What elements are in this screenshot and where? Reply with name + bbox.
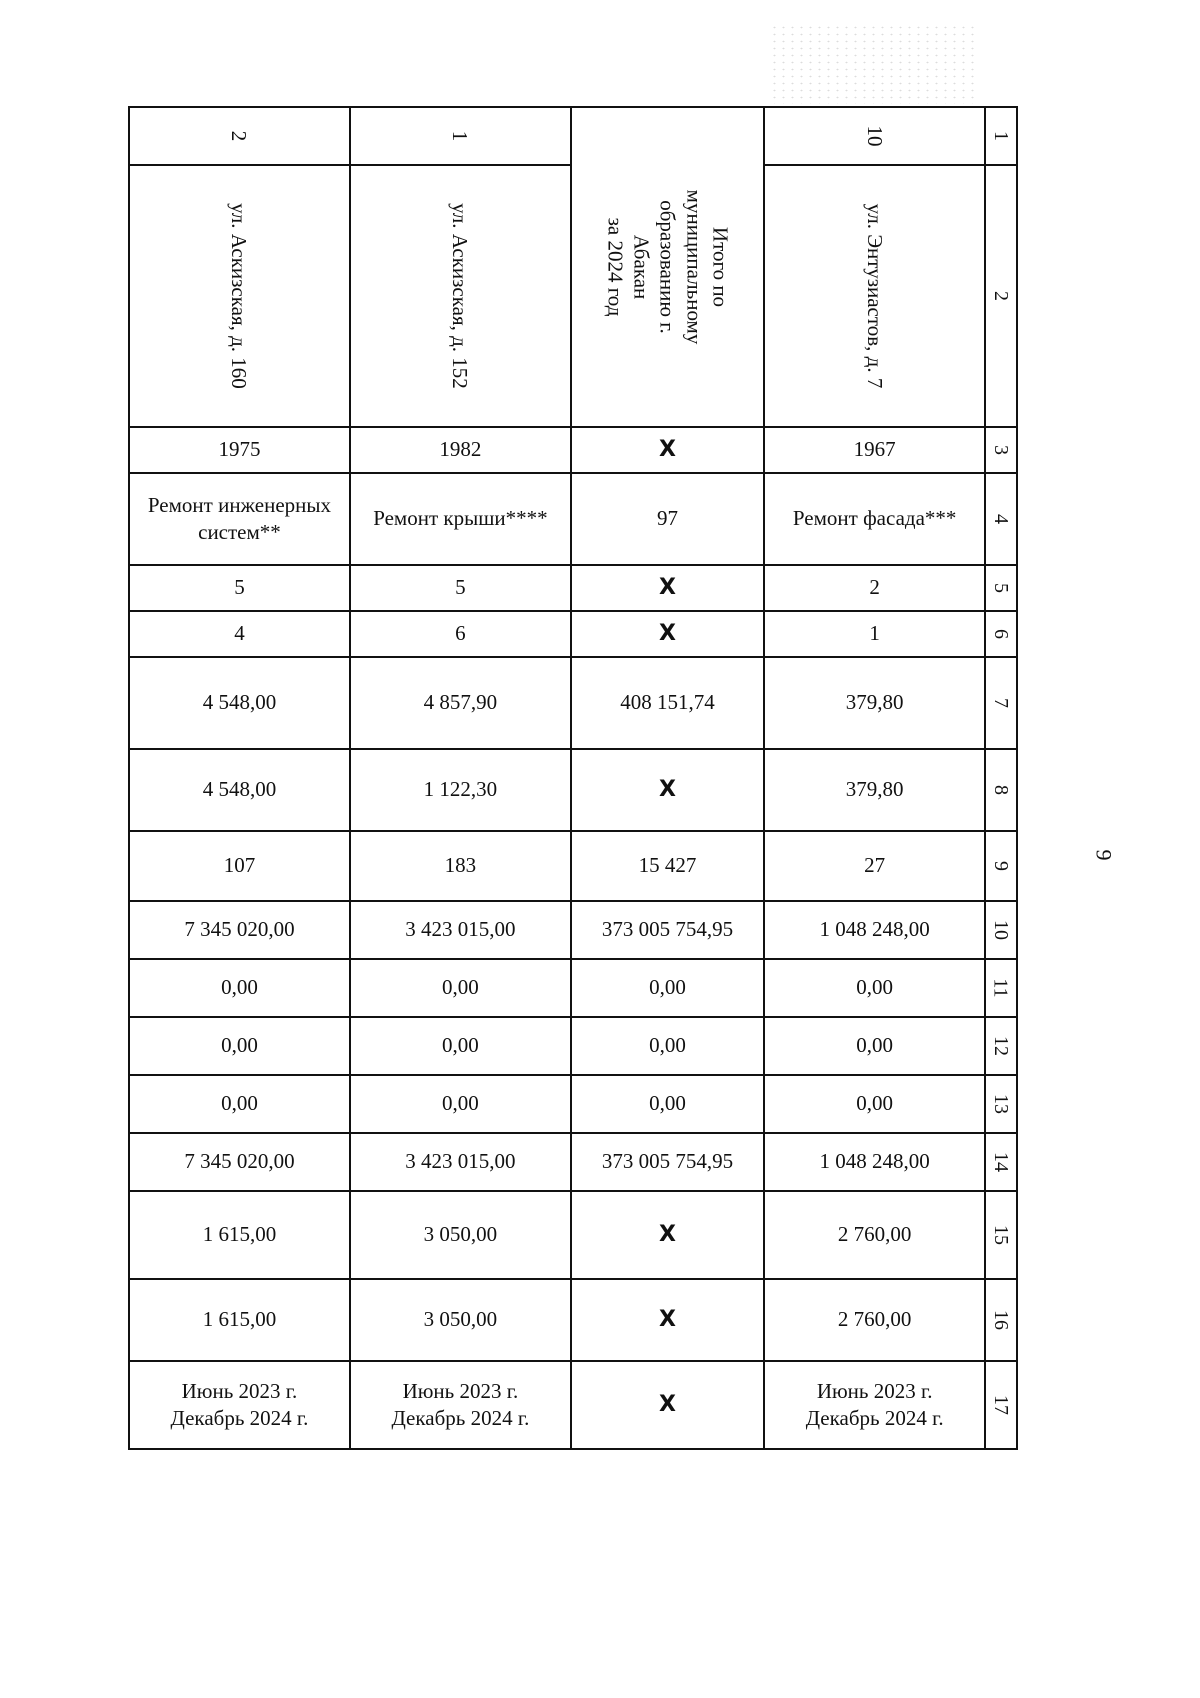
table-cell: 0,00 bbox=[764, 1075, 985, 1133]
table-cell: Июнь 2023 г. Декабрь 2024 г. bbox=[350, 1361, 571, 1449]
table-cell: Июнь 2023 г. Декабрь 2024 г. bbox=[764, 1361, 985, 1449]
cell-num: 1 bbox=[350, 107, 571, 165]
table-cell: 0,00 bbox=[350, 1075, 571, 1133]
table-cell: X bbox=[571, 1279, 764, 1361]
table-cell: 1 048 248,00 bbox=[764, 1133, 985, 1191]
table-cell: 1967 bbox=[764, 427, 985, 473]
header-number: 8 bbox=[985, 749, 1017, 831]
table-row bbox=[129, 657, 1017, 749]
table-cell: 4 548,00 bbox=[129, 749, 350, 831]
cell-num: 2 bbox=[129, 107, 350, 165]
cell-address: ул. Аскизская, д. 160 bbox=[129, 165, 350, 427]
page-number: 9 bbox=[1091, 849, 1117, 861]
table-cell: 7 345 020,00 bbox=[129, 901, 350, 959]
table-cell: 1 615,00 bbox=[129, 1191, 350, 1279]
table-cell: 379,80 bbox=[764, 749, 985, 831]
table-cell: 0,00 bbox=[129, 1075, 350, 1133]
table-cell: 5 bbox=[350, 565, 571, 611]
table-row bbox=[129, 1017, 1017, 1075]
table-cell: 1 615,00 bbox=[129, 1279, 350, 1361]
table-cell: 0,00 bbox=[129, 1017, 350, 1075]
table-cell: 0,00 bbox=[571, 959, 764, 1017]
table-cell: 408 151,74 bbox=[571, 657, 764, 749]
header-number: 5 bbox=[985, 565, 1017, 611]
table-cell: 2 760,00 bbox=[764, 1279, 985, 1361]
table-cell: 373 005 754,95 bbox=[571, 1133, 764, 1191]
table-cell: 1 048 248,00 bbox=[764, 901, 985, 959]
table-row bbox=[129, 1075, 1017, 1133]
table-row bbox=[129, 1133, 1017, 1191]
table-cell: 0,00 bbox=[571, 1017, 764, 1075]
table-cell: 7 345 020,00 bbox=[129, 1133, 350, 1191]
table-cell: 15 427 bbox=[571, 831, 764, 901]
table-cell: Ремонт крыши**** bbox=[350, 473, 571, 565]
table-cell: 0,00 bbox=[571, 1075, 764, 1133]
table-cell: 373 005 754,95 bbox=[571, 901, 764, 959]
table-cell: 107 bbox=[129, 831, 350, 901]
header-number: 15 bbox=[985, 1191, 1017, 1279]
header-number: 1 bbox=[985, 107, 1017, 165]
header-number: 6 bbox=[985, 611, 1017, 657]
table-row bbox=[129, 565, 1017, 611]
table-cell: Июнь 2023 г. Декабрь 2024 г. bbox=[129, 1361, 350, 1449]
table-cell: X bbox=[571, 427, 764, 473]
table-cell: 27 bbox=[764, 831, 985, 901]
table-cell: 0,00 bbox=[350, 1017, 571, 1075]
table-cell: 3 423 015,00 bbox=[350, 1133, 571, 1191]
table-cell: 0,00 bbox=[764, 959, 985, 1017]
table-cell: Ремонт инженерных систем** bbox=[129, 473, 350, 565]
table-row bbox=[129, 611, 1017, 657]
cell-num: 10 bbox=[764, 107, 985, 165]
header-number: 12 bbox=[985, 1017, 1017, 1075]
header-number: 3 bbox=[985, 427, 1017, 473]
table-cell: 183 bbox=[350, 831, 571, 901]
header-number: 2 bbox=[985, 165, 1017, 427]
table-cell: 4 548,00 bbox=[129, 657, 350, 749]
header-number: 4 bbox=[985, 473, 1017, 565]
table-cell: 6 bbox=[350, 611, 571, 657]
table-cell: 5 bbox=[129, 565, 350, 611]
header-number: 7 bbox=[985, 657, 1017, 749]
table-row bbox=[129, 749, 1017, 831]
capital-repair-table bbox=[128, 106, 1018, 1450]
header-number: 13 bbox=[985, 1075, 1017, 1133]
table-row bbox=[129, 959, 1017, 1017]
header-number: 10 bbox=[985, 901, 1017, 959]
cell-total-title: Итого по муниципальному образованию г. Абакан за 2024 год bbox=[571, 107, 764, 427]
table-row bbox=[129, 473, 1017, 565]
table-row bbox=[129, 1279, 1017, 1361]
table-cell: 2 760,00 bbox=[764, 1191, 985, 1279]
table-cell: 0,00 bbox=[764, 1017, 985, 1075]
table-cell: X bbox=[571, 611, 764, 657]
cell-address: ул. Аскизская, д. 152 bbox=[350, 165, 571, 427]
table-cell: X bbox=[571, 565, 764, 611]
table-row bbox=[129, 107, 1017, 165]
table-cell: 0,00 bbox=[129, 959, 350, 1017]
table-cell: 1982 bbox=[350, 427, 571, 473]
table-row bbox=[129, 901, 1017, 959]
scan-noise bbox=[770, 24, 980, 104]
table-cell: 2 bbox=[764, 565, 985, 611]
table-cell: 97 bbox=[571, 473, 764, 565]
table-cell: 0,00 bbox=[350, 959, 571, 1017]
table-cell: 4 857,90 bbox=[350, 657, 571, 749]
header-number: 17 bbox=[985, 1361, 1017, 1449]
cell-address: ул. Энтузиастов, д. 7 bbox=[764, 165, 985, 427]
table-row bbox=[129, 831, 1017, 901]
table-cell: Ремонт фасада*** bbox=[764, 473, 985, 565]
table-cell: 1975 bbox=[129, 427, 350, 473]
header-number: 14 bbox=[985, 1133, 1017, 1191]
table-cell: 1 122,30 bbox=[350, 749, 571, 831]
table-cell: X bbox=[571, 1361, 764, 1449]
header-number: 11 bbox=[985, 959, 1017, 1017]
table-cell: 1 bbox=[764, 611, 985, 657]
table-cell: X bbox=[571, 749, 764, 831]
table-row bbox=[129, 427, 1017, 473]
table-cell: 3 050,00 bbox=[350, 1191, 571, 1279]
header-number: 9 bbox=[985, 831, 1017, 901]
table-cell: X bbox=[571, 1191, 764, 1279]
table-row bbox=[129, 1191, 1017, 1279]
table-cell: 4 bbox=[129, 611, 350, 657]
table-cell: 379,80 bbox=[764, 657, 985, 749]
table-cell: 3 423 015,00 bbox=[350, 901, 571, 959]
table-row bbox=[129, 1361, 1017, 1449]
header-number: 16 bbox=[985, 1279, 1017, 1361]
table-cell: 3 050,00 bbox=[350, 1279, 571, 1361]
